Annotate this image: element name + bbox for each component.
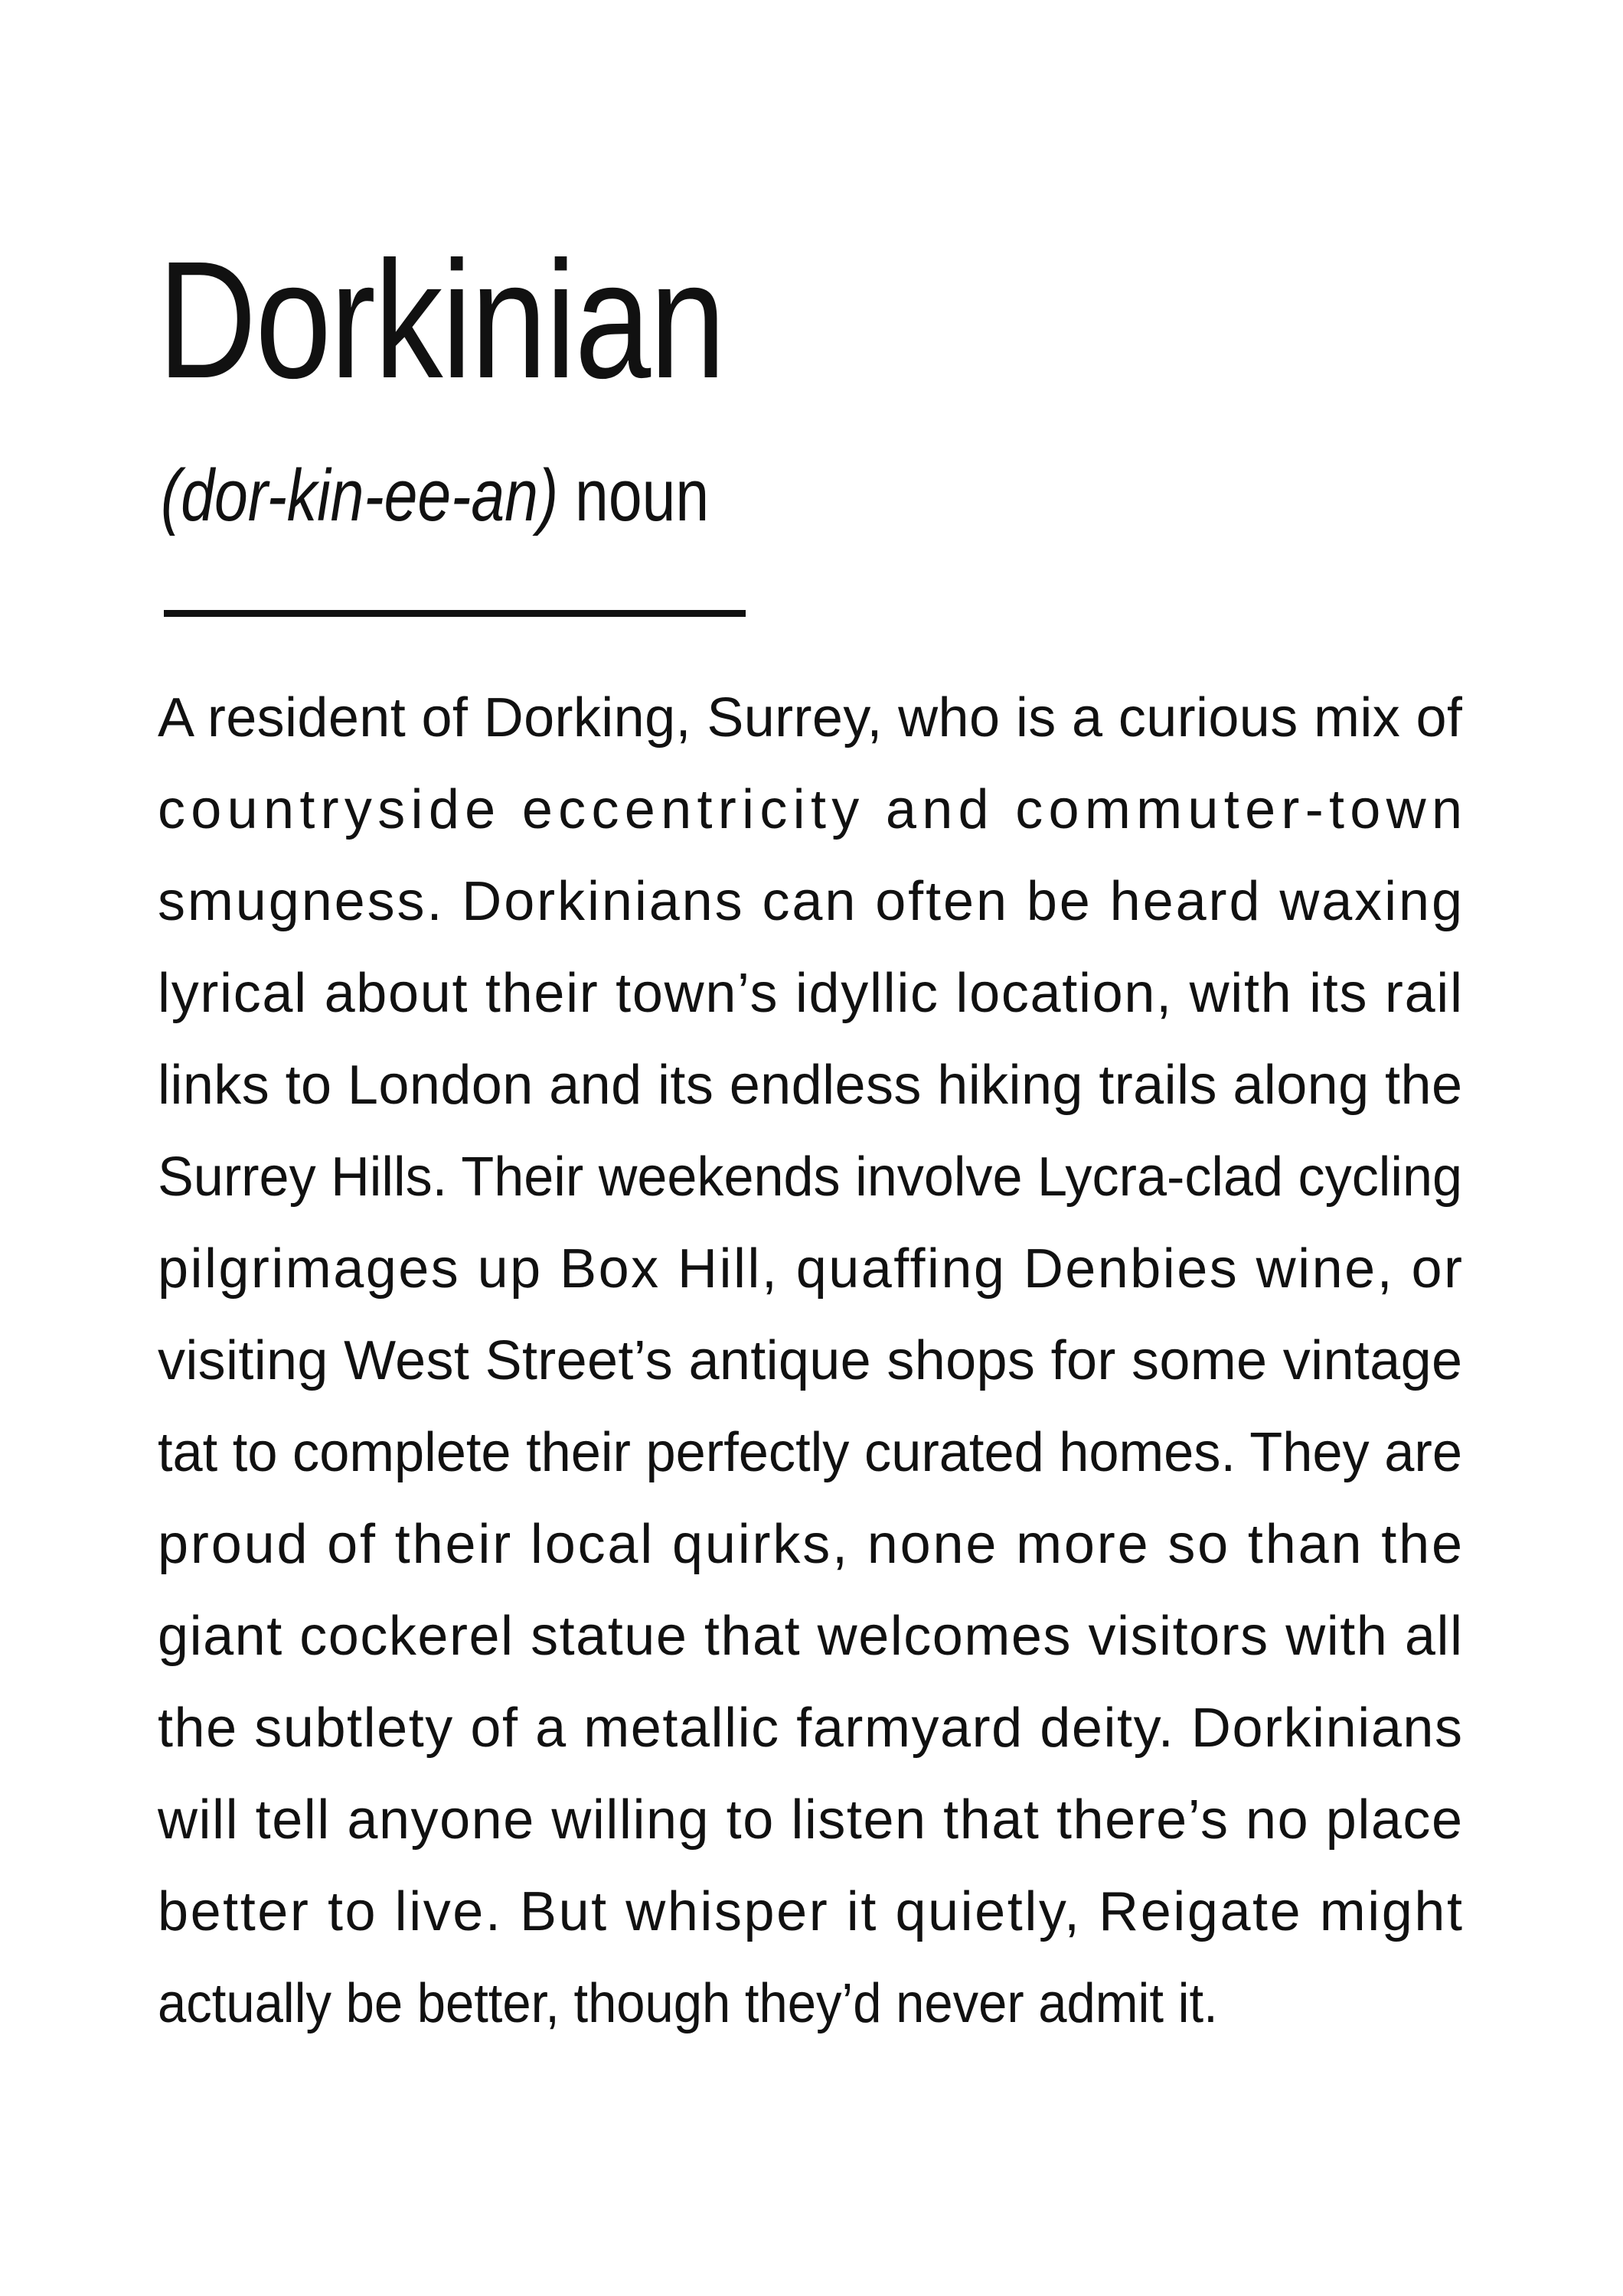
definition-line (158, 1867, 1462, 1959)
pronunciation-line (161, 455, 710, 536)
svg-text:pilgrimages up Box Hill, quaff: pilgrimages up Box Hill, quaffing Denbies wine, or (158, 1238, 1462, 1300)
svg-text:better to live. But whisper it: better to live. But whisper it quietly, Reigate might (158, 1881, 1462, 1942)
svg-text:visiting West Street’s antique: visiting West Street’s antique shops for some vintage (158, 1330, 1462, 1391)
headword: Dorkinian (158, 227, 725, 413)
definition-line (158, 1959, 1462, 2051)
pronunciation: (dor-kin-ee-an) (161, 455, 559, 536)
definition-line (158, 1041, 1462, 1133)
svg-text:links to London and its endles: links to London and its endless hiking trails along the (158, 1055, 1462, 1116)
definition-text (158, 673, 1462, 2051)
svg-text:proud of their local quirks, n: proud of their local quirks, none more so than the (158, 1514, 1462, 1575)
svg-text:the subtlety of a metallic far: the subtlety of a metallic farmyard deity. Dorkinians (158, 1698, 1462, 1759)
definition-line (158, 1133, 1462, 1225)
svg-text:will tell anyone willing to li: will tell anyone willing to listen that there’s no place (158, 1789, 1462, 1851)
definition-line (158, 1408, 1462, 1500)
definition-line (158, 765, 1462, 857)
svg-text:lyrical about their town’s idy: lyrical about their town’s idyllic location, with its rail (158, 963, 1462, 1024)
definition-line (158, 1776, 1462, 1867)
definition-line (158, 1684, 1462, 1776)
dictionary-poster (158, 0, 1462, 2296)
divider-rule (164, 610, 746, 617)
svg-text:Surrey Hills. Their weekends i: Surrey Hills. Their weekends involve Lycra-clad cycling (158, 1146, 1462, 1208)
definition-line (158, 1500, 1462, 1592)
svg-text:giant cockerel statue that wel: giant cockerel statue that welcomes visitors with all (158, 1606, 1462, 1667)
part-of-speech: noun (575, 455, 710, 536)
definition-line (158, 1316, 1462, 1408)
svg-text:A resident of Dorking, Surrey,: A resident of Dorking, Surrey, who is a curious mix of (158, 687, 1462, 748)
definition-line (158, 857, 1462, 949)
definition-line (158, 949, 1462, 1041)
svg-text:tat to complete their perfectl: tat to complete their perfectly curated homes. They are (158, 1422, 1462, 1483)
definition-line (158, 1225, 1462, 1316)
definition-line (158, 1592, 1462, 1684)
definition-line (158, 673, 1462, 765)
svg-text:smugness. Dorkinians can often: smugness. Dorkinians can often be heard waxing (158, 871, 1462, 932)
svg-text:actually be better, though the: actually be better, though they’d never admit it. (158, 1973, 1218, 2034)
svg-text:countryside eccentricity and c: countryside eccentricity and commuter-town (158, 779, 1462, 840)
